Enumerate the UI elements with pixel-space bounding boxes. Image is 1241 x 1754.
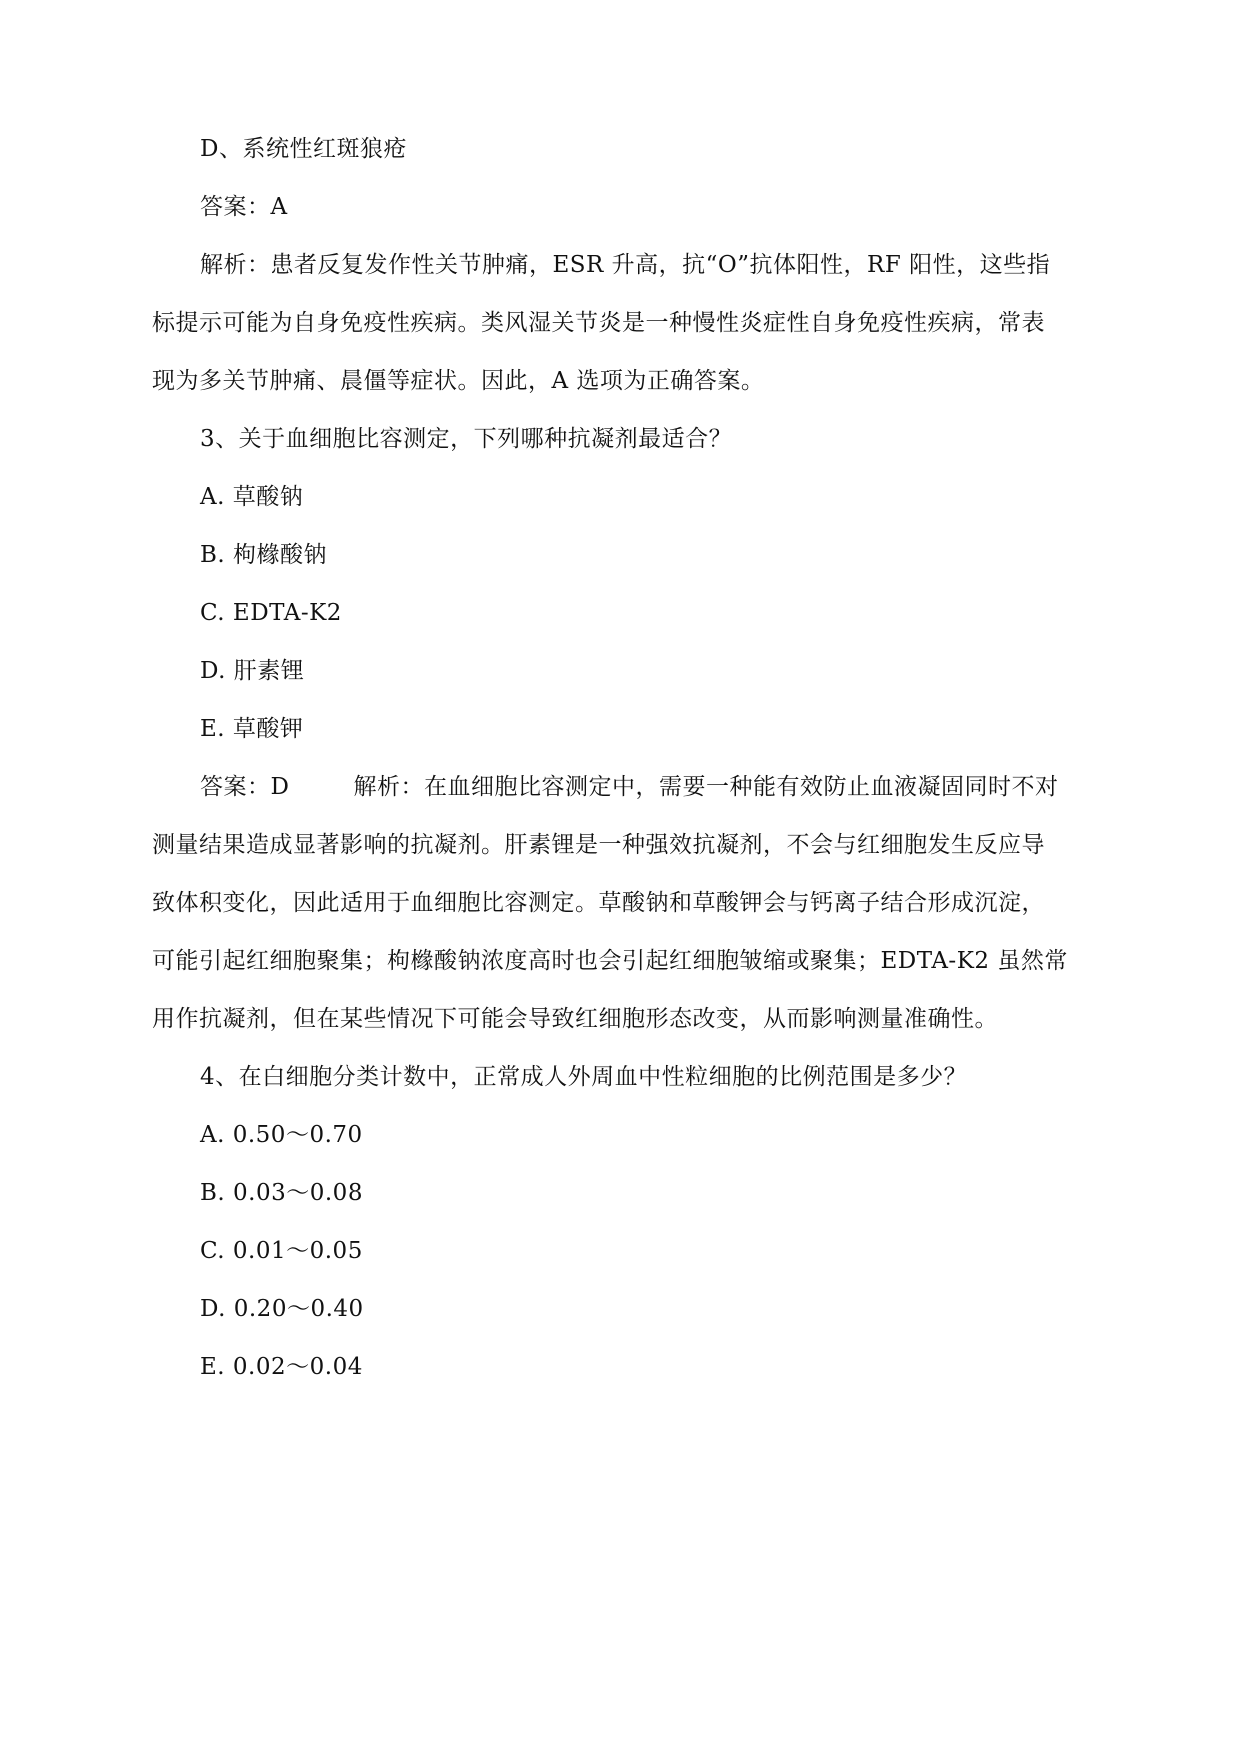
q4-option-c: C. 0.01～0.05 (200, 1238, 363, 1264)
q4-option-b: B. 0.03～0.08 (200, 1180, 363, 1206)
q4-option-d: D. 0.20～0.40 (200, 1296, 364, 1322)
q2-explanation-line-1: 解析：患者反复发作性关节肿痛，ESR 升高，抗“O”抗体阳性，RF 阳性，这些指 (200, 252, 1051, 278)
q3-option-b: B. 枸橼酸钠 (200, 542, 328, 568)
q2-answer: 答案：A (200, 194, 288, 220)
q4-option-a: A. 0.50～0.70 (200, 1122, 363, 1148)
q3-explanation-first: 解析：在血细胞比容测定中，需要一种能有效防止血液凝固同时不对 (353, 774, 1059, 800)
q3-explanation-line-5: 用作抗凝剂，但在某些情况下可能会导致红细胞形态改变，从而影响测量准确性。 (152, 1006, 998, 1032)
q4-question: 4、在白细胞分类计数中，正常成人外周血中性粒细胞的比例范围是多少？ (200, 1064, 968, 1090)
q3-option-c: C. EDTA-K2 (200, 600, 342, 626)
q3-explanation-line-2: 测量结果造成显著影响的抗凝剂。肝素锂是一种强效抗凝剂，不会与红细胞发生反应导 (152, 832, 1045, 858)
q2-option-d: D、系统性红斑狼疮 (200, 136, 407, 162)
q3-explanation-line-4: 可能引起红细胞聚集；枸橼酸钠浓度高时也会引起红细胞皱缩或聚集；EDTA-K2 虽然常 (152, 948, 1068, 974)
q2-explanation-line-3: 现为多关节肿痛、晨僵等症状。因此，A 选项为正确答案。 (152, 368, 765, 394)
q3-answer: 答案：D (200, 774, 290, 800)
q3-option-d: D. 肝素锂 (200, 658, 305, 684)
q3-answer-row (200, 772, 1140, 802)
q3-option-a: A. 草酸钠 (200, 484, 304, 510)
q4-option-e: E. 0.02～0.04 (200, 1354, 363, 1380)
q3-option-e: E. 草酸钾 (200, 716, 304, 742)
q3-question: 3、关于血细胞比容测定，下列哪种抗凝剂最适合？ (200, 426, 733, 452)
q3-explanation-line-3: 致体积变化，因此适用于血细胞比容测定。草酸钠和草酸钾会与钙离子结合形成沉淀， (152, 890, 1045, 916)
q2-explanation-line-2: 标提示可能为自身免疫性疾病。类风湿关节炎是一种慢性炎症性自身免疫性疾病，常表 (152, 310, 1045, 336)
